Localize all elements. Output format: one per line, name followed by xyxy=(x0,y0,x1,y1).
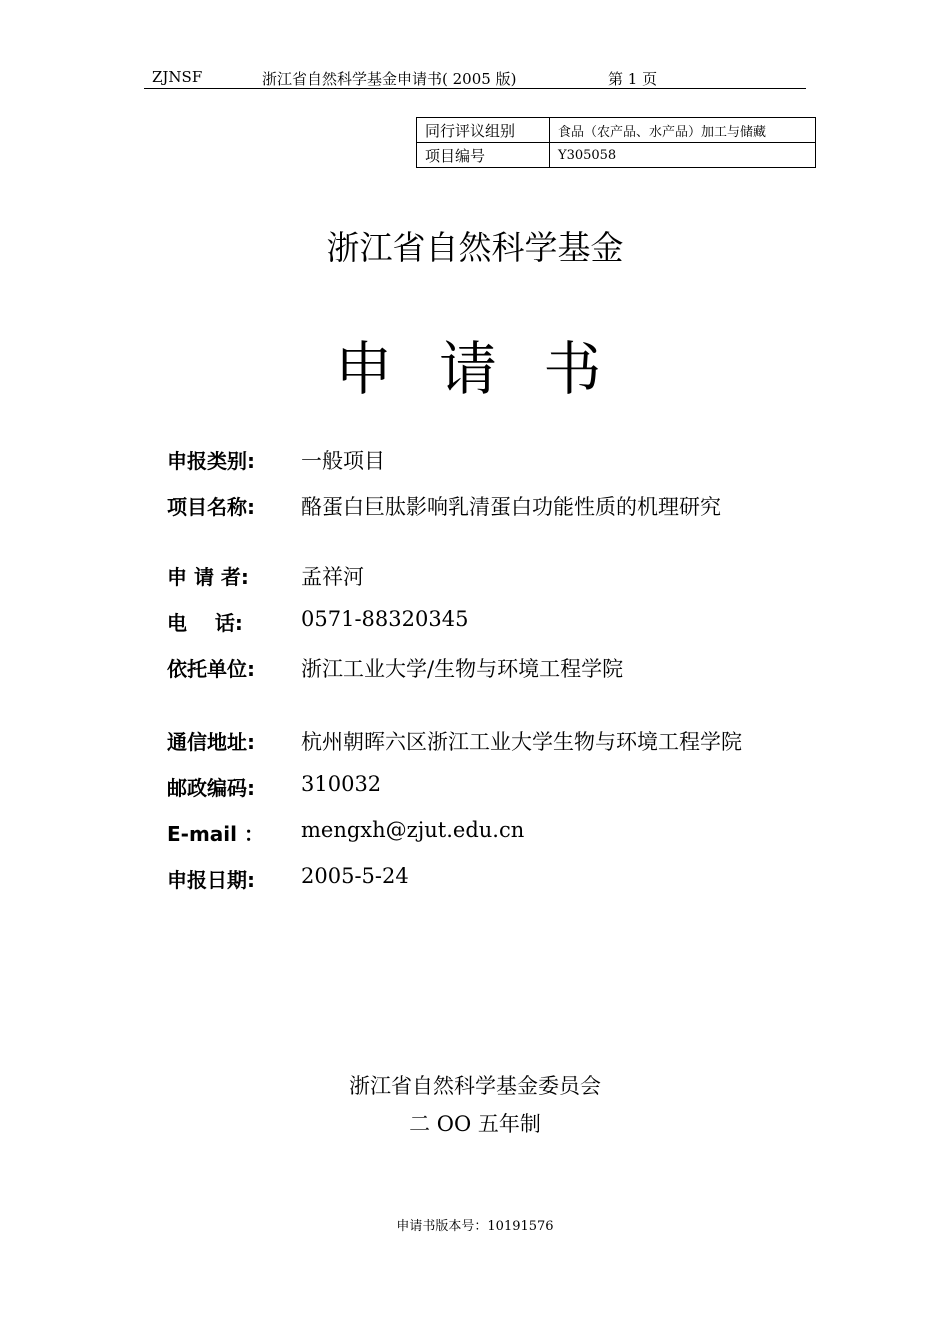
field-value: 杭州朝晖六区浙江工业大学生物与环境工程学院 xyxy=(301,730,742,754)
header-doc-title: 浙江省自然科学基金申请书( 2005 版) xyxy=(262,70,517,88)
field-label: 申 请 者: xyxy=(167,565,249,589)
field-label: 电 话: xyxy=(167,611,243,635)
field-label: 依托单位: xyxy=(167,657,255,681)
document-subtitle: 申 请 书 xyxy=(334,335,616,403)
field-label: 申报类别: xyxy=(167,449,255,473)
field-label: E-mail ： xyxy=(167,822,264,846)
committee-name: 浙江省自然科学基金委员会 xyxy=(349,1074,601,1098)
field-value: 2005-5-24 xyxy=(301,864,409,888)
field-value: 浙江工业大学/生物与环境工程学院 xyxy=(301,657,624,681)
field-value: 310032 xyxy=(301,772,382,796)
field-value: 0571-88320345 xyxy=(301,607,469,631)
field-label: 申报日期: xyxy=(167,868,255,892)
version-number: 申请书版本号：10191576 xyxy=(396,1219,554,1234)
peer-review-group-value: 食品（农产品、水产品）加工与储藏 xyxy=(550,118,816,143)
project-number-label: 项目编号 xyxy=(417,143,550,168)
field-value: 孟祥河 xyxy=(301,565,364,589)
field-value: 一般项目 xyxy=(301,449,385,473)
field-label: 邮政编码: xyxy=(167,776,255,800)
info-table xyxy=(416,117,816,168)
field-label: 通信地址: xyxy=(167,730,255,754)
table-row xyxy=(417,143,816,168)
production-year: 二 OO 五年制 xyxy=(409,1112,541,1136)
peer-review-group-label: 同行评议组别 xyxy=(417,118,550,143)
document-title: 浙江省自然科学基金 xyxy=(326,228,624,267)
page-header xyxy=(144,66,806,89)
header-page-number: 第 1 页 xyxy=(608,70,658,88)
table-row xyxy=(417,118,816,143)
field-label: 项目名称: xyxy=(167,495,255,519)
field-value: mengxh@zjut.edu.cn xyxy=(301,818,525,842)
field-value: 酪蛋白巨肽影响乳清蛋白功能性质的机理研究 xyxy=(301,495,721,519)
header-code: ZJNSF xyxy=(152,68,203,86)
project-number-value: Y305058 xyxy=(550,143,816,168)
